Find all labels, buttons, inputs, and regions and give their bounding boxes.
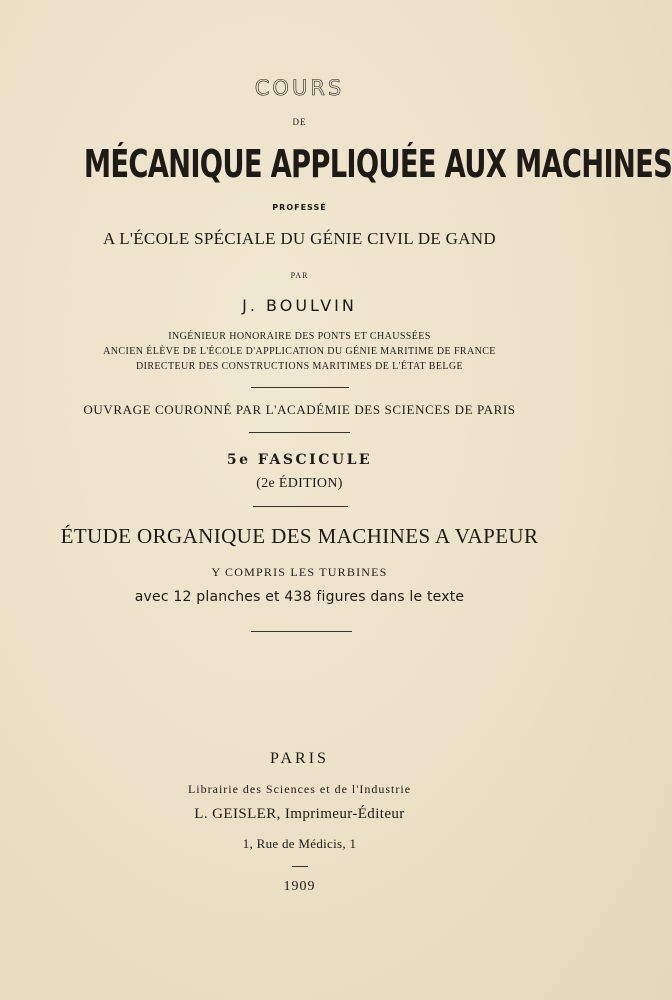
- main-title: MÉCANIQUE APPLIQUÉE AUX MACHINES: [83, 142, 672, 186]
- subject-subtitle: Y COMPRIS LES TURBINES: [211, 565, 388, 579]
- award-line: OUVRAGE COURONNÉ PAR L'ACADÉMIE DES SCIENCES DE PARIS: [83, 402, 516, 417]
- divider-rule: [292, 866, 308, 867]
- par-label: PAR: [290, 271, 309, 280]
- subject-title: ÉTUDE ORGANIQUE DES MACHINES A VAPEUR: [60, 524, 539, 548]
- author-credential: ANCIEN ÉLÈVE DE L'ÉCOLE D'APPLICATION DU GÉNIE MARITIME DE FRANCE: [103, 346, 496, 357]
- illustrations-note: avec 12 planches et 438 figures dans le texte: [134, 589, 465, 605]
- school-name: A L'ÉCOLE SPÉCIALE DU GÉNIE CIVIL DE GAND: [103, 229, 496, 248]
- series-heading: COURS: [254, 76, 345, 100]
- edition-label: (2e ÉDITION): [256, 476, 343, 491]
- divider-rule: [251, 387, 349, 388]
- divider-rule: [253, 506, 348, 507]
- divider-rule: [251, 631, 352, 632]
- imprint-address: 1, Rue de Médicis, 1: [242, 836, 357, 851]
- fascicule-label: 5e FASCICULE: [226, 452, 373, 468]
- divider-rule: [249, 432, 350, 433]
- author-credential: DIRECTEUR DES CONSTRUCTIONS MARITIMES DE L'ÉTAT BELGE: [135, 361, 463, 372]
- imprint-year: 1909: [283, 879, 316, 894]
- de-connector: DE: [292, 117, 307, 127]
- author-credential: INGÉNIEUR HONORAIRE DES PONTS ET CHAUSSÉES: [168, 331, 431, 342]
- imprint-bookshop: Librairie des Sciences et de l'Industrie: [187, 782, 412, 796]
- imprint-publisher: L. GEISLER, Imprimeur-Éditeur: [194, 806, 405, 822]
- imprint-city: PARIS: [270, 750, 329, 767]
- author-name: J. BOULVIN: [242, 296, 357, 315]
- professe-label: PROFESSÉ: [272, 203, 327, 212]
